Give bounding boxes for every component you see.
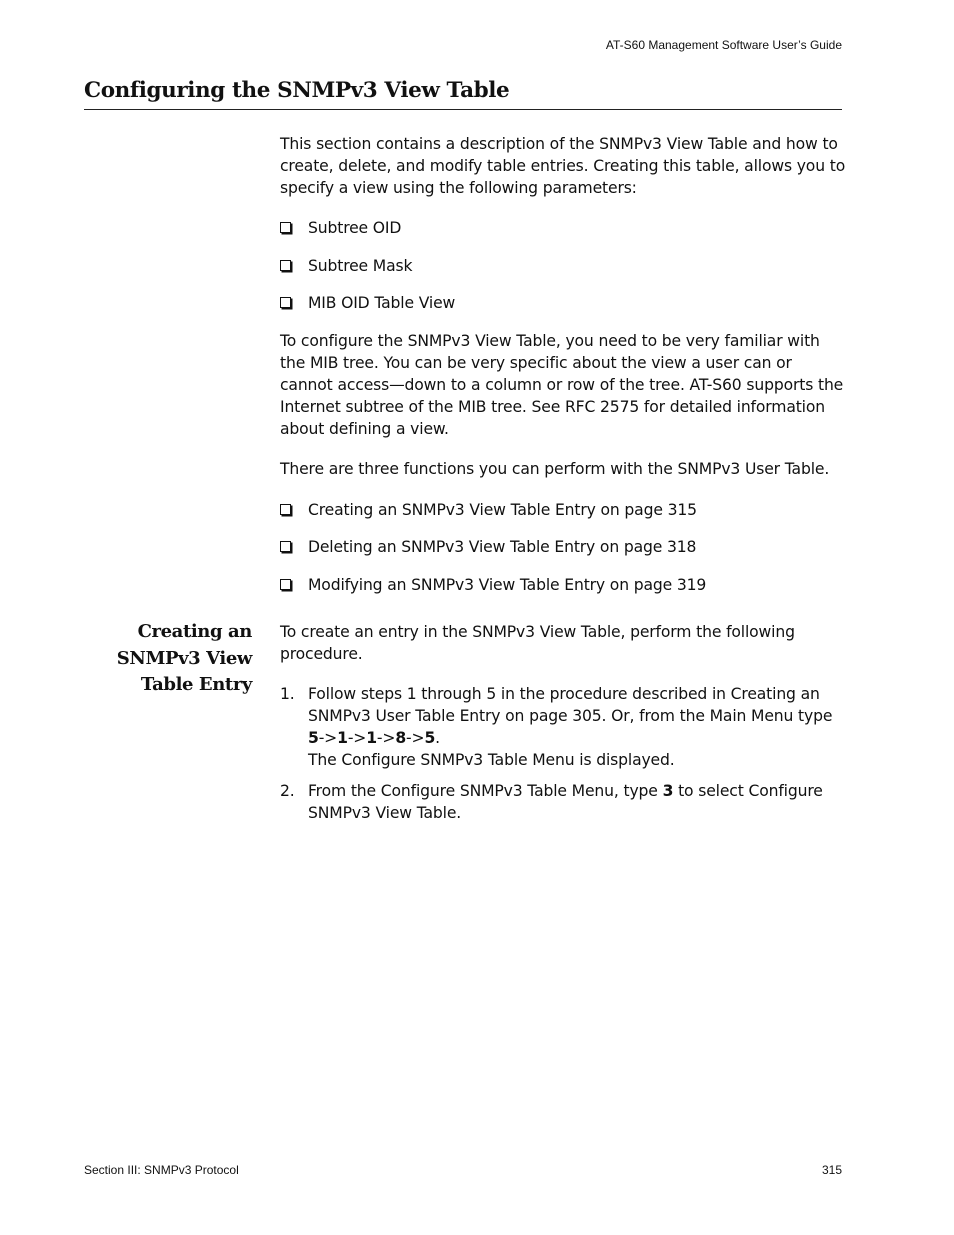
- step-text: Follow steps 1 through 5 in the procedure described in Creating an SNMPv3 User Table Entry on page 305. Or, from the Main Menu type 5->1->1->8->5.: [308, 685, 833, 747]
- list-item: MIB OID Table View: [280, 292, 848, 314]
- section-title: Configuring the SNMPv3 View Table: [84, 78, 510, 103]
- menu-key: 5: [424, 729, 436, 747]
- footer-section-label: Section III: SNMPv3 Protocol: [84, 1163, 239, 1177]
- step-number: 1.: [280, 685, 295, 703]
- subsection-heading: Creating an SNMPv3 View Table Entry: [116, 621, 252, 695]
- page-number: 315: [821, 1163, 842, 1177]
- list-item: Creating an SNMPv3 View Table Entry on page 315: [280, 499, 848, 521]
- checkbox-bullet-icon: [280, 222, 291, 233]
- menu-key: 5: [308, 729, 319, 747]
- list-item: Modifying an SNMPv3 View Table Entry on page 319: [280, 574, 848, 596]
- step-item: [280, 780, 848, 824]
- step-number: 2.: [280, 782, 295, 800]
- checkbox-bullet-icon: [280, 297, 291, 308]
- checkbox-bullet-icon: [280, 541, 291, 552]
- function-list: [280, 499, 848, 596]
- section-body: [280, 133, 848, 611]
- intro-paragraph: This section contains a description of the SNMPv3 View Table and how to create, delete, and modify table entries. Creating this table, allows you to specify a view using the following parameters:: [280, 135, 846, 197]
- functions-intro: There are three functions you can perform with the SNMPv3 User Table.: [280, 459, 830, 478]
- list-item: Deleting an SNMPv3 View Table Entry on page 318: [280, 536, 848, 558]
- procedure-intro: To create an entry in the SNMPv3 View Table, perform the following procedure.: [280, 623, 795, 663]
- menu-key: 8: [395, 729, 407, 747]
- procedure-steps: [280, 683, 848, 824]
- config-paragraph: To configure the SNMPv3 View Table, you need to be very familiar with the MIB tree. You can be very specific about the view a user can or cannot access—down to a column or row of the tree. AT-S60 supports the Internet subtree of the MIB tree. See RFC 2575 for detailed information about defining a view.: [280, 331, 844, 438]
- step-result: The Configure SNMPv3 Table Menu is displayed.: [308, 751, 675, 769]
- running-header: AT-S60 Management Software User’s Guide: [605, 38, 842, 52]
- list-item: Subtree OID: [280, 217, 848, 239]
- checkbox-bullet-icon: [280, 504, 291, 515]
- checkbox-bullet-icon: [280, 579, 291, 590]
- menu-key: 1: [366, 729, 377, 747]
- step-item: [280, 683, 848, 771]
- step-text: From the Configure SNMPv3 Table Menu, type 3 to select Configure SNMPv3 View Table.: [308, 782, 823, 822]
- parameter-list: [280, 217, 848, 314]
- menu-key: 1: [337, 729, 348, 747]
- checkbox-bullet-icon: [280, 260, 291, 271]
- subsection-body: [280, 621, 848, 824]
- menu-key: 3: [662, 782, 674, 800]
- list-item: Subtree Mask: [280, 255, 848, 277]
- title-rule: [84, 109, 842, 110]
